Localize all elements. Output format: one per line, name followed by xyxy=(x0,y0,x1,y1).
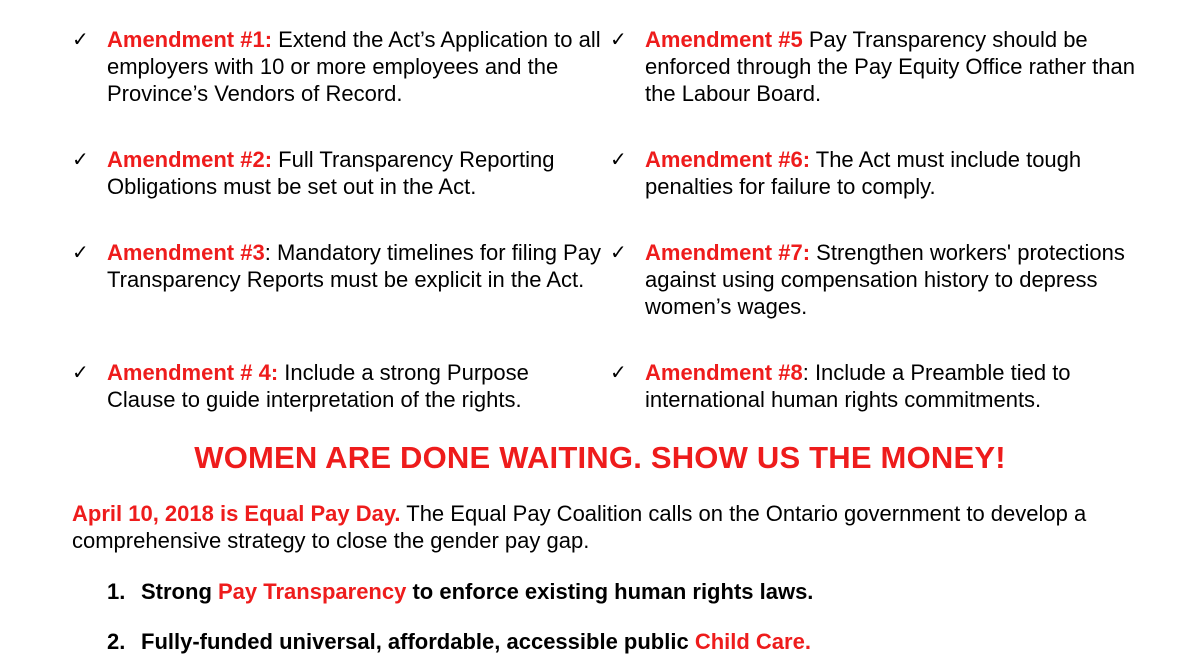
checkmark-icon: ✓ xyxy=(610,147,627,171)
slogan-banner: WOMEN ARE DONE WAITING. SHOW US THE MONEY! xyxy=(194,440,1006,475)
item-highlight: Pay Transparency xyxy=(218,579,407,604)
checkmark-icon: ✓ xyxy=(610,27,627,51)
amendment-text: Extend the Act’s Application to all employers with 10 or more employees and the Province’s Vendors of Record. xyxy=(107,27,601,106)
amendment-label: Amendment #2: xyxy=(107,147,273,172)
item-text-post: to enforce existing human rights laws. xyxy=(406,579,814,604)
numbered-item-1 xyxy=(107,578,1107,605)
checkmark-icon: ✓ xyxy=(72,360,89,384)
item-number: 1. xyxy=(107,579,126,604)
checkmark-icon: ✓ xyxy=(610,240,627,264)
checkmark-icon: ✓ xyxy=(72,240,89,264)
numbered-item-2 xyxy=(107,628,1107,655)
amendment-label: Amendment #8 xyxy=(645,360,803,385)
amendment-text: Strengthen workers' protections against using compensation history to depress women’s wages. xyxy=(645,240,1125,319)
amendment-label: Amendment # 4: xyxy=(107,360,279,385)
amendment-label: Amendment #7: xyxy=(645,240,811,265)
amendment-text: : Include a Preamble tied to international human rights commitments. xyxy=(645,360,1071,412)
amendment-text: : Mandatory timelines for filing Pay Transparency Reports must be explicit in the Act. xyxy=(107,240,601,292)
equal-pay-day-paragraph xyxy=(72,500,1132,554)
item-highlight: Child Care. xyxy=(694,629,811,654)
checkmark-icon: ✓ xyxy=(72,27,89,51)
item-text-pre: Strong xyxy=(141,579,218,604)
equal-pay-day-lead: April 10, 2018 is Equal Pay Day. xyxy=(72,501,401,526)
item-number: 2. xyxy=(107,629,126,654)
equal-pay-day-body: The Equal Pay Coalition calls on the Ontario government to develop a comprehensive strategy to close the gender pay gap. xyxy=(72,501,1087,553)
amendment-text: Include a strong Purpose Clause to guide interpretation of the rights. xyxy=(107,360,529,412)
amendment-text: The Act must include tough penalties for failure to comply. xyxy=(645,147,1082,199)
amendment-label: Amendment #1: xyxy=(107,27,273,52)
amendment-text: Pay Transparency should be enforced through the Pay Equity Office rather than the Labour Board. xyxy=(645,27,1136,106)
amendment-label: Amendment #5 xyxy=(645,27,803,52)
amendment-label: Amendment #6: xyxy=(645,147,811,172)
item-text-pre: Fully-funded universal, affordable, accessible public xyxy=(141,629,695,654)
amendment-text: Full Transparency Reporting Obligations must be set out in the Act. xyxy=(107,147,555,199)
checkmark-icon: ✓ xyxy=(72,147,89,171)
amendment-label: Amendment #3 xyxy=(107,240,265,265)
checkmark-icon: ✓ xyxy=(610,360,627,384)
